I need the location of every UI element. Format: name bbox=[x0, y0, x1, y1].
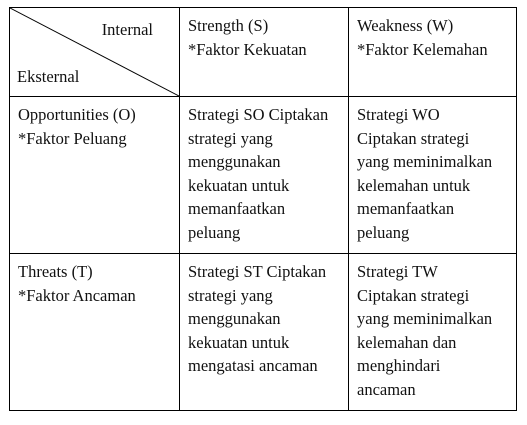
weakness-title: Weakness (W) bbox=[357, 16, 454, 35]
st-strategy-line: menggunakan bbox=[188, 309, 281, 328]
internal-label: Internal bbox=[101, 20, 153, 39]
threats-subtitle: *Faktor Ancaman bbox=[18, 285, 136, 305]
threats-title: Threats (T) bbox=[18, 262, 93, 281]
so-strategy-line: Strategi SO Ciptakan bbox=[188, 105, 329, 124]
strength-subtitle: *Faktor Kekuatan bbox=[188, 39, 307, 59]
wo-strategy-line: Strategi WO bbox=[357, 105, 440, 124]
tw-strategy-cell bbox=[349, 254, 517, 411]
opportunities-title: Opportunities (O) bbox=[18, 105, 136, 124]
st-strategy-line: kekuatan untuk bbox=[188, 332, 290, 352]
st-strategy-cell bbox=[180, 254, 349, 411]
tw-strategy-line: kelemahan dan bbox=[357, 332, 457, 352]
so-strategy-line: memanfaatkan bbox=[188, 199, 286, 218]
wo-strategy-line: Ciptakan strategi bbox=[357, 128, 470, 148]
weakness-subtitle: *Faktor Kelemahan bbox=[357, 39, 488, 59]
threats-header-cell bbox=[10, 254, 180, 411]
so-strategy-cell bbox=[180, 97, 349, 254]
tw-strategy-line: yang meminimalkan bbox=[357, 309, 493, 328]
st-strategy-line: strategi yang bbox=[188, 285, 273, 305]
opportunities-header-cell bbox=[10, 97, 180, 254]
weakness-header-cell bbox=[349, 8, 517, 97]
so-strategy-line: strategi yang bbox=[188, 128, 273, 148]
corner-cell bbox=[10, 8, 180, 97]
wo-strategy-line: kelemahan untuk bbox=[357, 175, 471, 195]
swot-matrix-table bbox=[9, 7, 517, 411]
tw-strategy-line: Ciptakan strategi bbox=[357, 285, 470, 305]
st-strategy-line: mengatasi ancaman bbox=[188, 356, 318, 375]
header-row bbox=[10, 8, 517, 97]
tw-strategy-line: Strategi TW bbox=[357, 262, 438, 281]
so-strategy-line: kekuatan untuk bbox=[188, 175, 290, 195]
strength-header-cell bbox=[180, 8, 349, 97]
so-strategy-line: peluang bbox=[188, 222, 241, 242]
tw-strategy-line: ancaman bbox=[357, 379, 416, 399]
so-strategy-line: menggunakan bbox=[188, 152, 281, 171]
opportunities-subtitle: *Faktor Peluang bbox=[18, 128, 127, 148]
st-strategy-line: Strategi ST Ciptakan bbox=[188, 262, 327, 281]
opportunities-row bbox=[10, 97, 517, 254]
wo-strategy-line: peluang bbox=[357, 222, 410, 242]
external-label: Eksternal bbox=[17, 67, 80, 86]
wo-strategy-line: memanfaatkan bbox=[357, 199, 455, 218]
strength-title: Strength (S) bbox=[188, 16, 269, 35]
wo-strategy-cell bbox=[349, 97, 517, 254]
wo-strategy-line: yang meminimalkan bbox=[357, 152, 493, 171]
tw-strategy-line: menghindari bbox=[357, 356, 441, 375]
threats-row bbox=[10, 254, 517, 411]
